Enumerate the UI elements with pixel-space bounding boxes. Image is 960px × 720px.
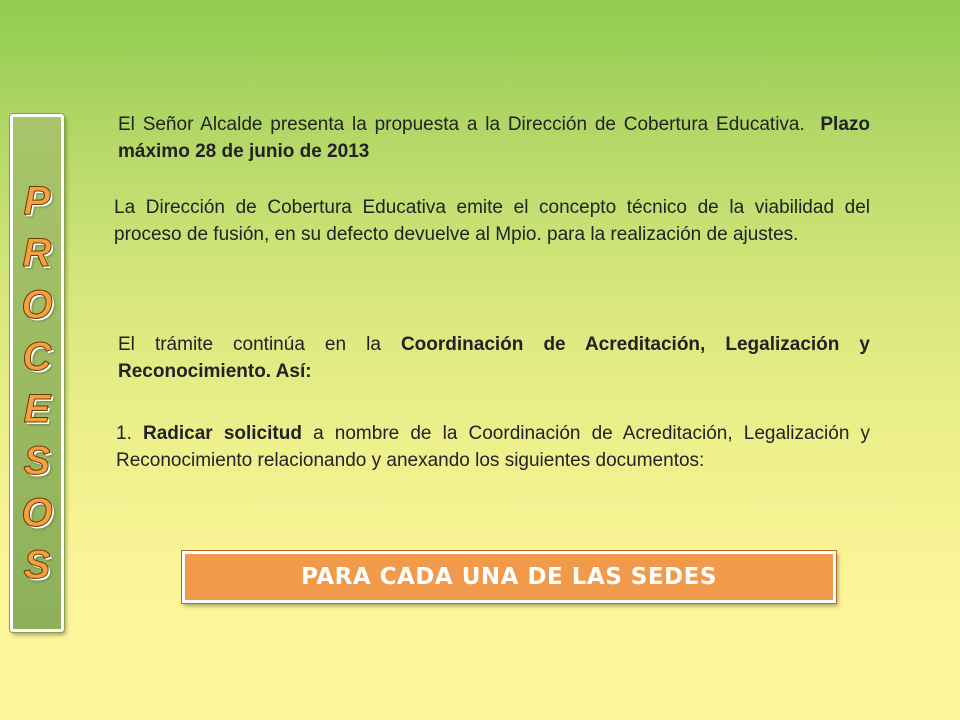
paragraph-text: El Señor Alcalde presenta la propuesta a la Dirección de Cobertura Educativa.: [118, 114, 805, 135]
paragraph-text: El trámite continúa en la: [118, 334, 381, 355]
procesos-letter: S: [23, 439, 51, 483]
paragraph-tramite: [118, 331, 870, 385]
paragraph-concepto-tecnico: [114, 194, 870, 248]
paragraph-alcalde-propuesta: [118, 111, 870, 165]
paragraph-text: La Dirección de Cobertura Educativa emite el concepto técnico de la viabilidad del proceso de fusión, en su defecto devuelve al Mpio. para la realización de ajustes.: [114, 197, 870, 245]
coordination-name: Coordinación de Acreditación, Legalización y Reconocimiento. Así:: [118, 334, 870, 382]
procesos-letter: O: [21, 491, 53, 535]
procesos-letter: S: [23, 543, 51, 587]
procesos-vertical-text: [13, 175, 61, 591]
step-title: Radicar solicitud: [143, 423, 302, 444]
paragraph-radicar-solicitud: [116, 420, 870, 474]
procesos-letter: P: [23, 179, 51, 223]
procesos-letter: C: [22, 335, 52, 379]
banner-label: PARA CADA UNA DE LAS SEDES: [301, 564, 717, 590]
procesos-letter: O: [21, 283, 53, 327]
procesos-letter: R: [22, 231, 52, 275]
paragraph-text: a nombre de la Coordinación de Acreditación, Legalización y Reconocimiento relacionando y anexando los siguientes documentos:: [116, 423, 871, 471]
procesos-label-box: [10, 114, 64, 632]
procesos-letter: E: [23, 387, 51, 431]
deadline-text: Plazo máximo 28 de junio de 2013: [118, 114, 870, 162]
sedes-banner: [182, 551, 836, 603]
step-number: 1.: [116, 423, 132, 444]
